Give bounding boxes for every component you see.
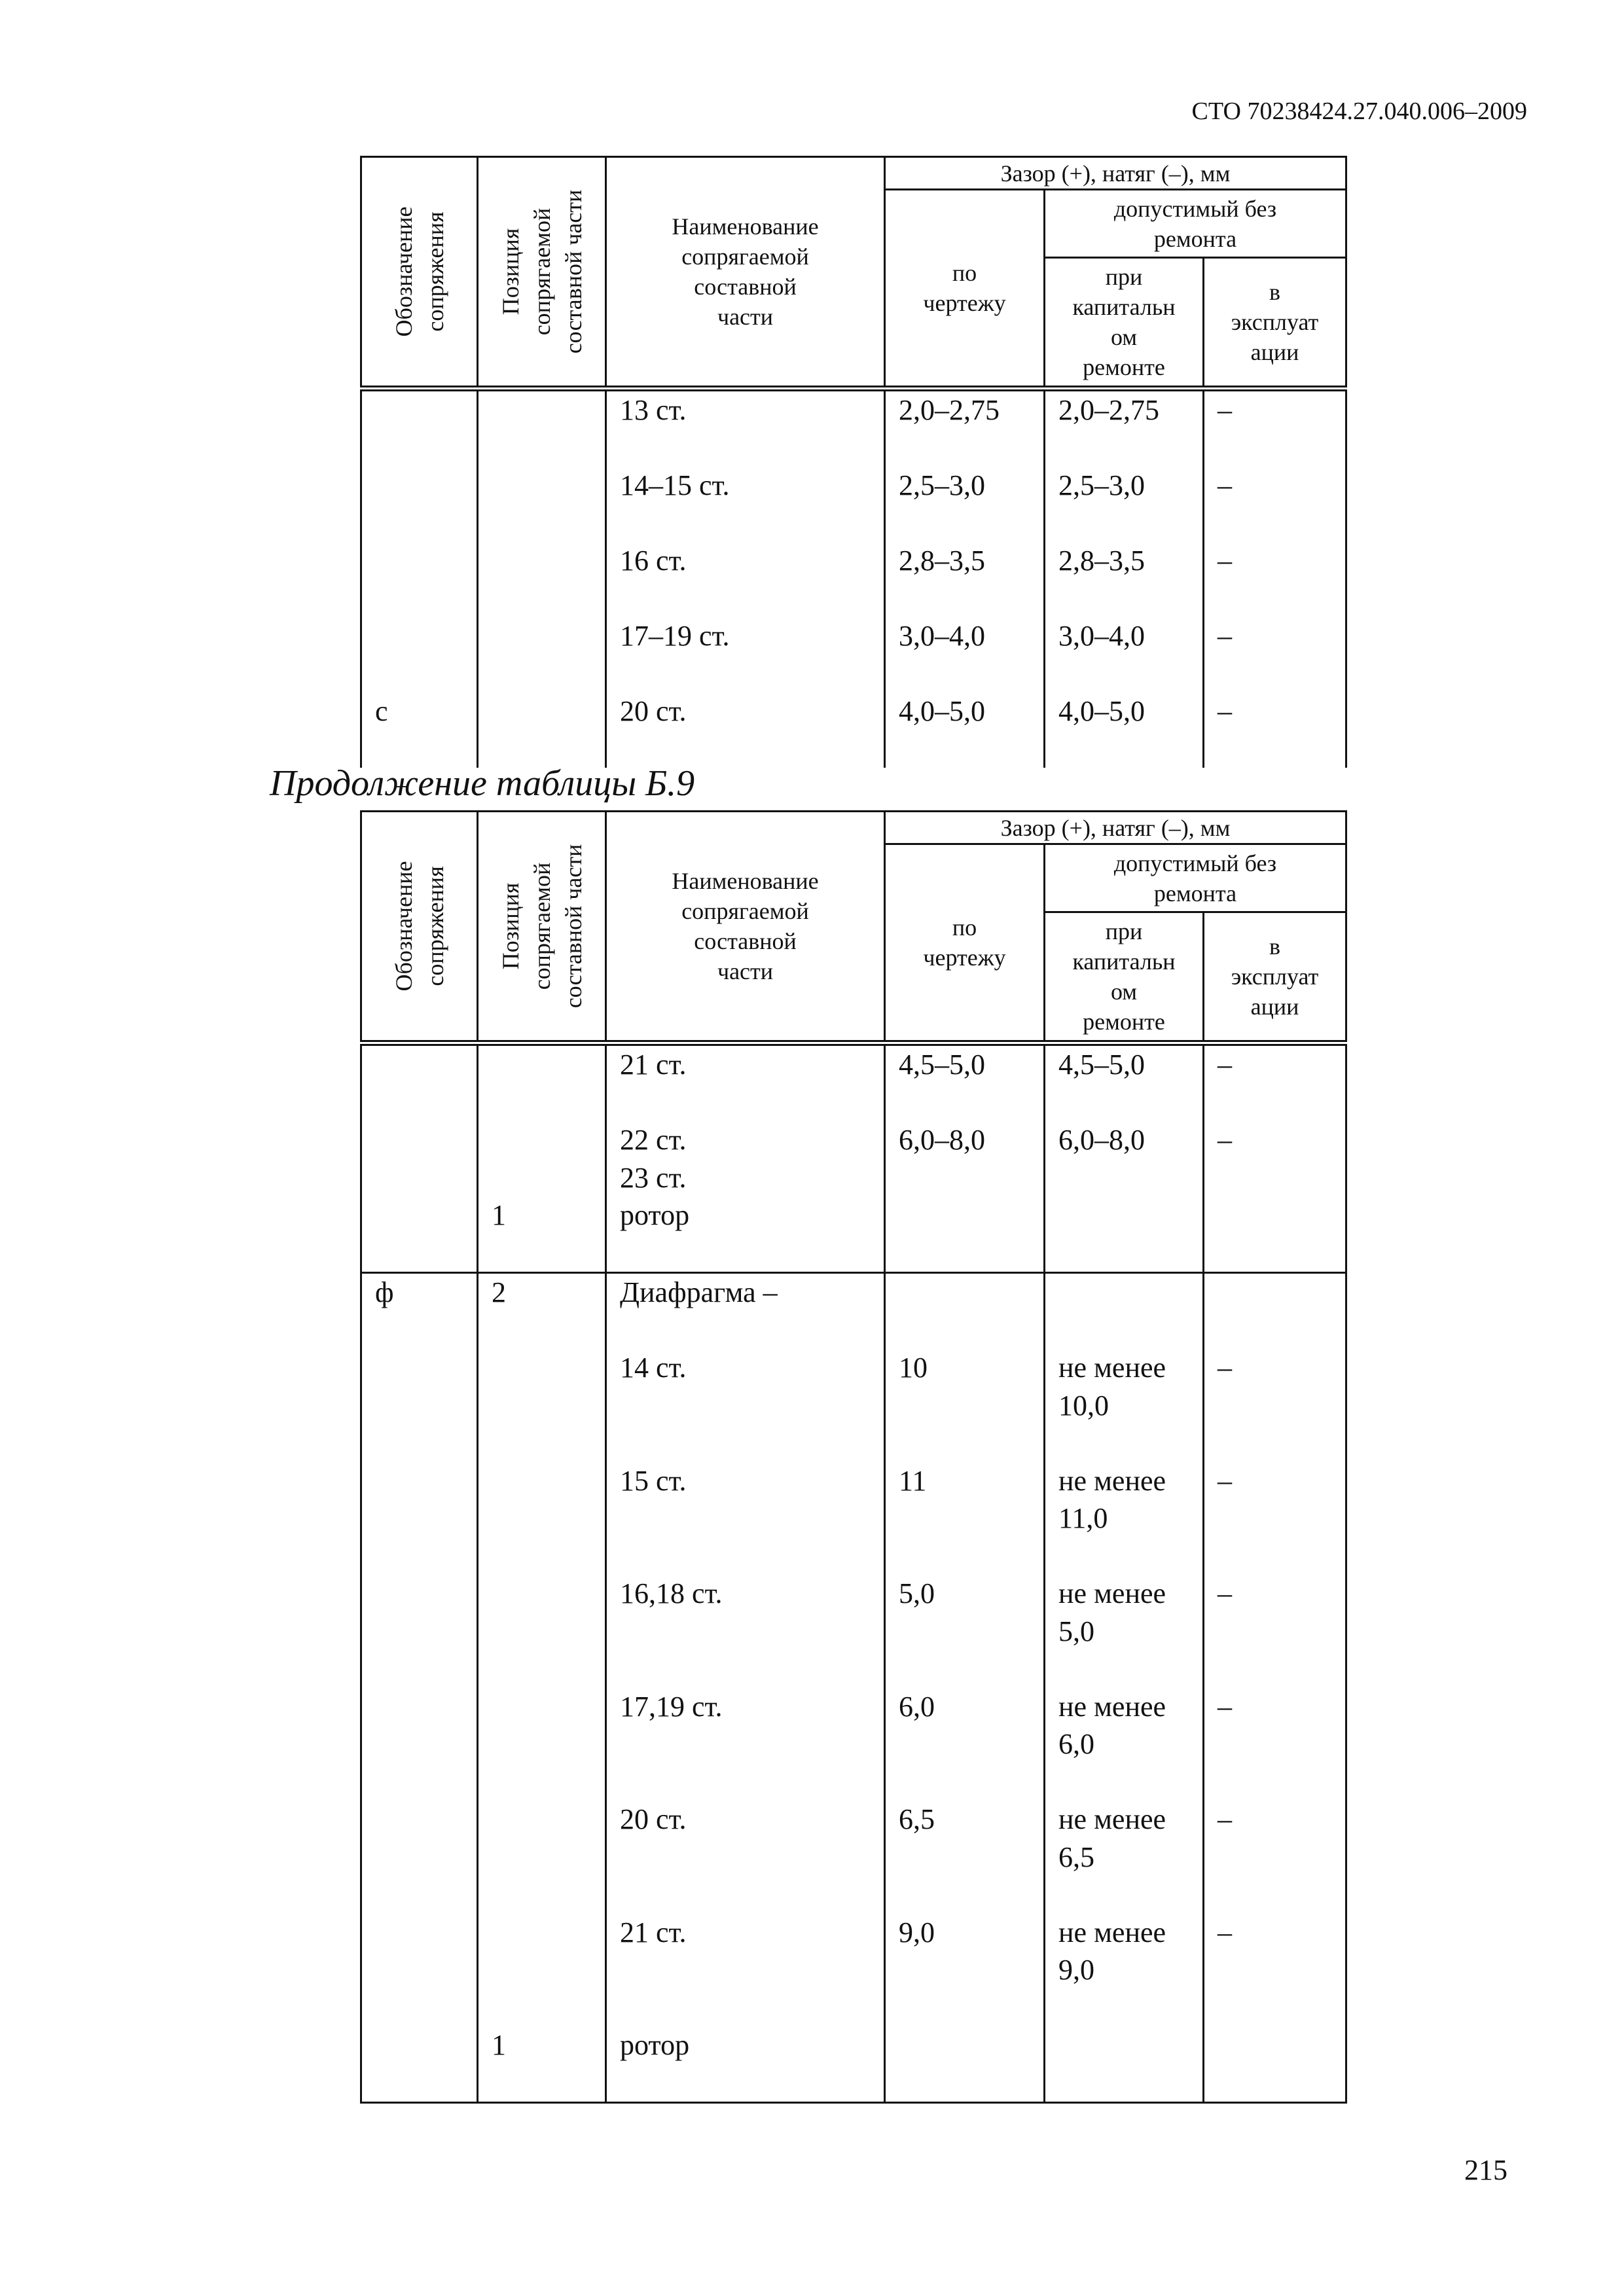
cell-line: ф — [375, 1276, 394, 1308]
cell-line — [478, 692, 605, 730]
cell-line — [478, 1159, 605, 1197]
cell-line — [886, 1196, 1043, 1234]
cell-line — [478, 1650, 605, 1688]
cell-line — [886, 1084, 1043, 1122]
table-body — [361, 389, 1346, 768]
cell-line — [478, 580, 605, 618]
cell-line — [1204, 429, 1345, 467]
cell-line — [1204, 1613, 1345, 1651]
cell-line: 6,0–8,0 — [899, 1124, 985, 1156]
cell-line: – — [1218, 394, 1232, 426]
cell-line — [886, 1725, 1043, 1763]
cell-line — [362, 391, 477, 429]
cell-line — [478, 1613, 605, 1651]
cell-line — [1204, 2026, 1345, 2064]
cell-line — [478, 1424, 605, 1462]
cell-line: 2,5–3,0 — [899, 469, 985, 501]
cell-line — [607, 1387, 884, 1425]
cell-line: 4,0–5,0 — [1058, 695, 1145, 727]
cell-line — [362, 1537, 477, 1575]
cell-line — [362, 1951, 477, 1989]
cell-line — [362, 1196, 477, 1234]
table-row-group — [361, 1273, 1346, 2103]
cell-line — [1204, 1424, 1345, 1462]
designation-header: Обозначение сопряжения — [361, 157, 478, 389]
cell-line: 6,0 — [1058, 1728, 1094, 1760]
cell-line — [478, 1688, 605, 1726]
per-drawing-header: по чертежу — [885, 844, 1045, 1043]
cell-line — [886, 1613, 1043, 1651]
cell-line — [362, 1462, 477, 1500]
cell-line: – — [1218, 620, 1232, 652]
cell-line — [886, 1876, 1043, 1914]
position-header: Позиция сопрягаемой составной части — [478, 812, 606, 1043]
cell-line — [1045, 1763, 1202, 1801]
cell-line — [362, 2026, 477, 2064]
cell-line — [886, 1763, 1043, 1801]
cell-line — [362, 1046, 477, 1084]
cell-line — [607, 1951, 884, 1989]
cell-line — [1045, 1196, 1202, 1234]
cell-line — [362, 1914, 477, 1952]
cell-line — [362, 1763, 477, 1801]
cell-line — [607, 1234, 884, 1272]
cell-line: 1 — [492, 2029, 506, 2061]
cell-line — [607, 1084, 884, 1122]
document-code: СТО 70238424.27.040.006–2009 — [1191, 98, 1527, 125]
cell-line: – — [1218, 1352, 1232, 1384]
cell-line: 6,5 — [1058, 1840, 1094, 1873]
cell-line — [478, 542, 605, 580]
cell-line — [478, 1989, 605, 2027]
cell-line — [362, 1121, 477, 1159]
cell-line — [1204, 1499, 1345, 1537]
at-overhaul-header: при капитальн ом ремонте — [1045, 912, 1204, 1043]
cell-line — [886, 730, 1043, 768]
cell-line — [886, 1424, 1043, 1462]
cell-line — [1045, 1084, 1202, 1122]
cell-line: 5,0 — [899, 1577, 935, 1609]
cell-line: – — [1218, 545, 1232, 577]
table-body — [361, 1043, 1346, 2103]
cell-line — [1204, 1387, 1345, 1425]
cell-line — [1045, 1876, 1202, 1914]
cell-line — [1204, 1537, 1345, 1575]
part-name-cell — [606, 1043, 885, 1273]
cell-line — [607, 1424, 884, 1462]
cell-line: 9,0 — [899, 1916, 935, 1948]
cell-line: не менее — [1058, 1803, 1166, 1835]
cell-line — [607, 1989, 884, 2027]
cell-line — [607, 1312, 884, 1350]
cell-line: 16 ст. — [620, 545, 687, 577]
cell-line: 17,19 ст. — [620, 1690, 723, 1723]
cell-line — [886, 1387, 1043, 1425]
cell-line — [1045, 580, 1202, 618]
clearance-table-part-1 — [360, 156, 1347, 768]
cell-line — [478, 1839, 605, 1876]
cell-line — [1204, 1312, 1345, 1350]
cell-line — [478, 391, 605, 429]
cell-line — [607, 1839, 884, 1876]
cell-line — [362, 542, 477, 580]
cell-line — [362, 1650, 477, 1688]
table-header — [361, 812, 1346, 1043]
cell-line: 11 — [899, 1464, 927, 1497]
per-drawing-cell — [885, 389, 1045, 768]
cell-line — [607, 2064, 884, 2102]
part-name-header: Наименование сопрягаемой составной части — [606, 812, 885, 1043]
cell-line: 10,0 — [1058, 1389, 1109, 1422]
cell-line — [1045, 505, 1202, 543]
cell-line: 20 ст. — [620, 695, 687, 727]
cell-line — [1045, 1274, 1202, 1312]
cell-line — [478, 429, 605, 467]
cell-line — [607, 1499, 884, 1537]
cell-line — [1204, 580, 1345, 618]
cell-line — [478, 1914, 605, 1952]
cell-line — [362, 1312, 477, 1350]
part-name-cell — [606, 389, 885, 768]
cell-line: 17–19 ст. — [620, 620, 730, 652]
cell-line — [478, 1876, 605, 1914]
cell-line: – — [1218, 1049, 1232, 1081]
cell-line: 3,0–4,0 — [899, 620, 985, 652]
cell-line — [478, 1951, 605, 1989]
cell-line — [1045, 1234, 1202, 1272]
cell-line — [478, 1312, 605, 1350]
cell-line: 5,0 — [1058, 1615, 1094, 1647]
cell-line — [362, 467, 477, 505]
cell-line — [1204, 1650, 1345, 1688]
cell-line: 21 ст. — [620, 1916, 687, 1948]
cell-line — [886, 2026, 1043, 2064]
cell-line — [886, 2064, 1043, 2102]
cell-line — [607, 1763, 884, 1801]
cell-line: 2,0–2,75 — [899, 394, 1000, 426]
cell-line — [607, 1650, 884, 1688]
page-number: 215 — [1464, 2154, 1507, 2186]
cell-line: 6,0 — [899, 1690, 935, 1723]
position-header: Позиция сопрягаемой составной части — [478, 157, 606, 389]
cell-line — [1204, 730, 1345, 768]
cell-line — [607, 655, 884, 693]
cell-line — [886, 580, 1043, 618]
cell-line — [362, 429, 477, 467]
cell-line: 23 ст. — [620, 1161, 687, 1194]
cell-line — [1204, 655, 1345, 693]
table-row-group — [361, 389, 1346, 768]
cell-line — [1204, 1274, 1345, 1312]
cell-line — [478, 505, 605, 543]
cell-line: 6,0–8,0 — [1058, 1124, 1145, 1156]
cell-line: 6,5 — [899, 1803, 935, 1835]
cell-line — [362, 1387, 477, 1425]
cell-line: 2,8–3,5 — [1058, 545, 1145, 577]
cell-line: 13 ст. — [620, 394, 687, 426]
cell-line — [1045, 1537, 1202, 1575]
cell-line — [478, 467, 605, 505]
cell-line — [1045, 2026, 1202, 2064]
cell-line — [1204, 1159, 1345, 1197]
position-cell — [478, 389, 606, 768]
cell-line — [362, 580, 477, 618]
designation-cell — [361, 1273, 478, 2103]
cell-line: 21 ст. — [620, 1049, 687, 1081]
table-header — [361, 157, 1346, 389]
cell-line: 16,18 ст. — [620, 1577, 723, 1609]
cell-line — [886, 1234, 1043, 1272]
cell-line: 2 — [492, 1276, 506, 1308]
cell-line: – — [1218, 469, 1232, 501]
cell-line — [362, 2064, 477, 2102]
cell-line: с — [375, 695, 388, 727]
clearance-table-part-2 — [360, 810, 1347, 2104]
per-drawing-header: по чертежу — [885, 190, 1045, 389]
allowed-without-repair-header: допустимый без ремонта — [1045, 190, 1346, 258]
in-operation-cell — [1204, 389, 1346, 768]
gap-interference-header: Зазор (+), натяг (–), мм — [885, 157, 1346, 190]
cell-line — [478, 1349, 605, 1387]
cell-line — [478, 655, 605, 693]
designation-header: Обозначение сопряжения — [361, 812, 478, 1043]
in-operation-cell — [1204, 1043, 1346, 1273]
cell-line: 2,5–3,0 — [1058, 469, 1145, 501]
cell-line: 14 ст. — [620, 1352, 687, 1384]
cell-line — [886, 1951, 1043, 1989]
in-operation-header: в эксплуат ации — [1204, 912, 1346, 1043]
cell-line: 14–15 ст. — [620, 469, 730, 501]
cell-line — [362, 1989, 477, 2027]
cell-line — [362, 1688, 477, 1726]
cell-line — [362, 1234, 477, 1272]
cell-line — [1204, 1196, 1345, 1234]
cell-line: 4,0–5,0 — [899, 695, 985, 727]
cell-line — [607, 1537, 884, 1575]
cell-line — [478, 1462, 605, 1500]
cell-line: 10 — [899, 1352, 928, 1384]
cell-line — [607, 505, 884, 543]
cell-line: ротор — [620, 2029, 690, 2061]
cell-line — [886, 505, 1043, 543]
at-overhaul-cell — [1045, 389, 1204, 768]
cell-line — [1045, 1424, 1202, 1462]
cell-line — [1204, 505, 1345, 543]
cell-line: Диафрагма – — [620, 1276, 778, 1308]
cell-line — [1045, 1989, 1202, 2027]
cell-line: 15 ст. — [620, 1464, 687, 1497]
cell-line — [607, 1725, 884, 1763]
cell-line: ротор — [620, 1199, 690, 1231]
cell-line — [886, 1159, 1043, 1197]
at-overhaul-header: при капитальн ом ремонте — [1045, 258, 1204, 389]
cell-line — [362, 1725, 477, 1763]
cell-line — [607, 1876, 884, 1914]
in-operation-cell — [1204, 1273, 1346, 2103]
per-drawing-cell — [885, 1273, 1045, 2103]
cell-line: не менее — [1058, 1690, 1166, 1723]
cell-line — [607, 429, 884, 467]
cell-line — [1204, 1989, 1345, 2027]
cell-line — [607, 1613, 884, 1651]
gap-interference-header: Зазор (+), натяг (–), мм — [885, 812, 1346, 844]
cell-line — [886, 655, 1043, 693]
cell-line — [1045, 730, 1202, 768]
cell-line — [1045, 1159, 1202, 1197]
part-name-header: Наименование сопрягаемой составной части — [606, 157, 885, 389]
cell-line — [607, 580, 884, 618]
cell-line: – — [1218, 1577, 1232, 1609]
cell-line — [362, 1159, 477, 1197]
cell-line: – — [1218, 1916, 1232, 1948]
cell-line: не менее — [1058, 1577, 1166, 1609]
cell-line — [478, 1763, 605, 1801]
cell-line: 20 ст. — [620, 1803, 687, 1835]
cell-line: 4,5–5,0 — [899, 1049, 985, 1081]
cell-line: – — [1218, 1803, 1232, 1835]
table-continuation-caption: Продолжение таблицы Б.9 — [270, 763, 695, 804]
cell-line: не менее — [1058, 1352, 1166, 1384]
cell-line — [478, 1084, 605, 1122]
at-overhaul-cell — [1045, 1043, 1204, 1273]
cell-line — [886, 1499, 1043, 1537]
cell-line — [362, 655, 477, 693]
cell-line — [886, 1312, 1043, 1350]
cell-line: – — [1218, 1124, 1232, 1156]
designation-cell — [361, 389, 478, 768]
cell-line: 22 ст. — [620, 1124, 687, 1156]
cell-line: – — [1218, 1464, 1232, 1497]
table-row-group — [361, 1043, 1346, 1273]
cell-line — [478, 1725, 605, 1763]
cell-line — [1204, 1725, 1345, 1763]
cell-line — [886, 1274, 1043, 1312]
cell-line — [362, 1424, 477, 1462]
designation-cell — [361, 1043, 478, 1273]
cell-line — [478, 1046, 605, 1084]
cell-line — [886, 1537, 1043, 1575]
cell-line — [1204, 1876, 1345, 1914]
cell-line — [1204, 1234, 1345, 1272]
cell-line: 9,0 — [1058, 1954, 1094, 1986]
cell-line — [362, 505, 477, 543]
cell-line: 2,8–3,5 — [899, 545, 985, 577]
cell-line — [1204, 1839, 1345, 1876]
cell-line: 2,0–2,75 — [1058, 394, 1159, 426]
position-cell — [478, 1273, 606, 2103]
cell-line — [1045, 2064, 1202, 2102]
at-overhaul-cell — [1045, 1273, 1204, 2103]
cell-line — [478, 1575, 605, 1613]
cell-line — [1045, 429, 1202, 467]
cell-line — [362, 1801, 477, 1839]
cell-line — [362, 1839, 477, 1876]
cell-line: 1 — [492, 1199, 506, 1231]
cell-line: 3,0–4,0 — [1058, 620, 1145, 652]
cell-line — [1045, 655, 1202, 693]
cell-line: – — [1218, 1690, 1232, 1723]
position-cell — [478, 1043, 606, 1273]
cell-line: – — [1218, 695, 1232, 727]
cell-line — [362, 617, 477, 655]
cell-line: 11,0 — [1058, 1502, 1108, 1534]
cell-line — [1045, 1650, 1202, 1688]
cell-line — [1204, 1763, 1345, 1801]
cell-line — [362, 1876, 477, 1914]
per-drawing-cell — [885, 1043, 1045, 1273]
cell-line — [362, 1349, 477, 1387]
cell-line: не менее — [1058, 1916, 1166, 1948]
cell-line — [362, 1613, 477, 1651]
cell-line — [362, 1575, 477, 1613]
cell-line — [478, 1499, 605, 1537]
cell-line — [1204, 2064, 1345, 2102]
cell-line — [886, 429, 1043, 467]
cell-line — [886, 1650, 1043, 1688]
cell-line — [478, 2064, 605, 2102]
cell-line — [1045, 1312, 1202, 1350]
cell-line — [886, 1839, 1043, 1876]
cell-line — [478, 617, 605, 655]
cell-line — [1204, 1084, 1345, 1122]
cell-line — [478, 1801, 605, 1839]
cell-line — [1204, 1951, 1345, 1989]
cell-line: 4,5–5,0 — [1058, 1049, 1145, 1081]
cell-line — [478, 1121, 605, 1159]
part-name-cell — [606, 1273, 885, 2103]
allowed-without-repair-header: допустимый без ремонта — [1045, 844, 1346, 912]
cell-line — [478, 1537, 605, 1575]
in-operation-header: в эксплуат ации — [1204, 258, 1346, 389]
cell-line — [362, 1084, 477, 1122]
cell-line — [478, 1387, 605, 1425]
cell-line: не менее — [1058, 1464, 1166, 1497]
cell-line — [478, 1234, 605, 1272]
cell-line — [362, 1499, 477, 1537]
cell-line — [886, 1989, 1043, 2027]
